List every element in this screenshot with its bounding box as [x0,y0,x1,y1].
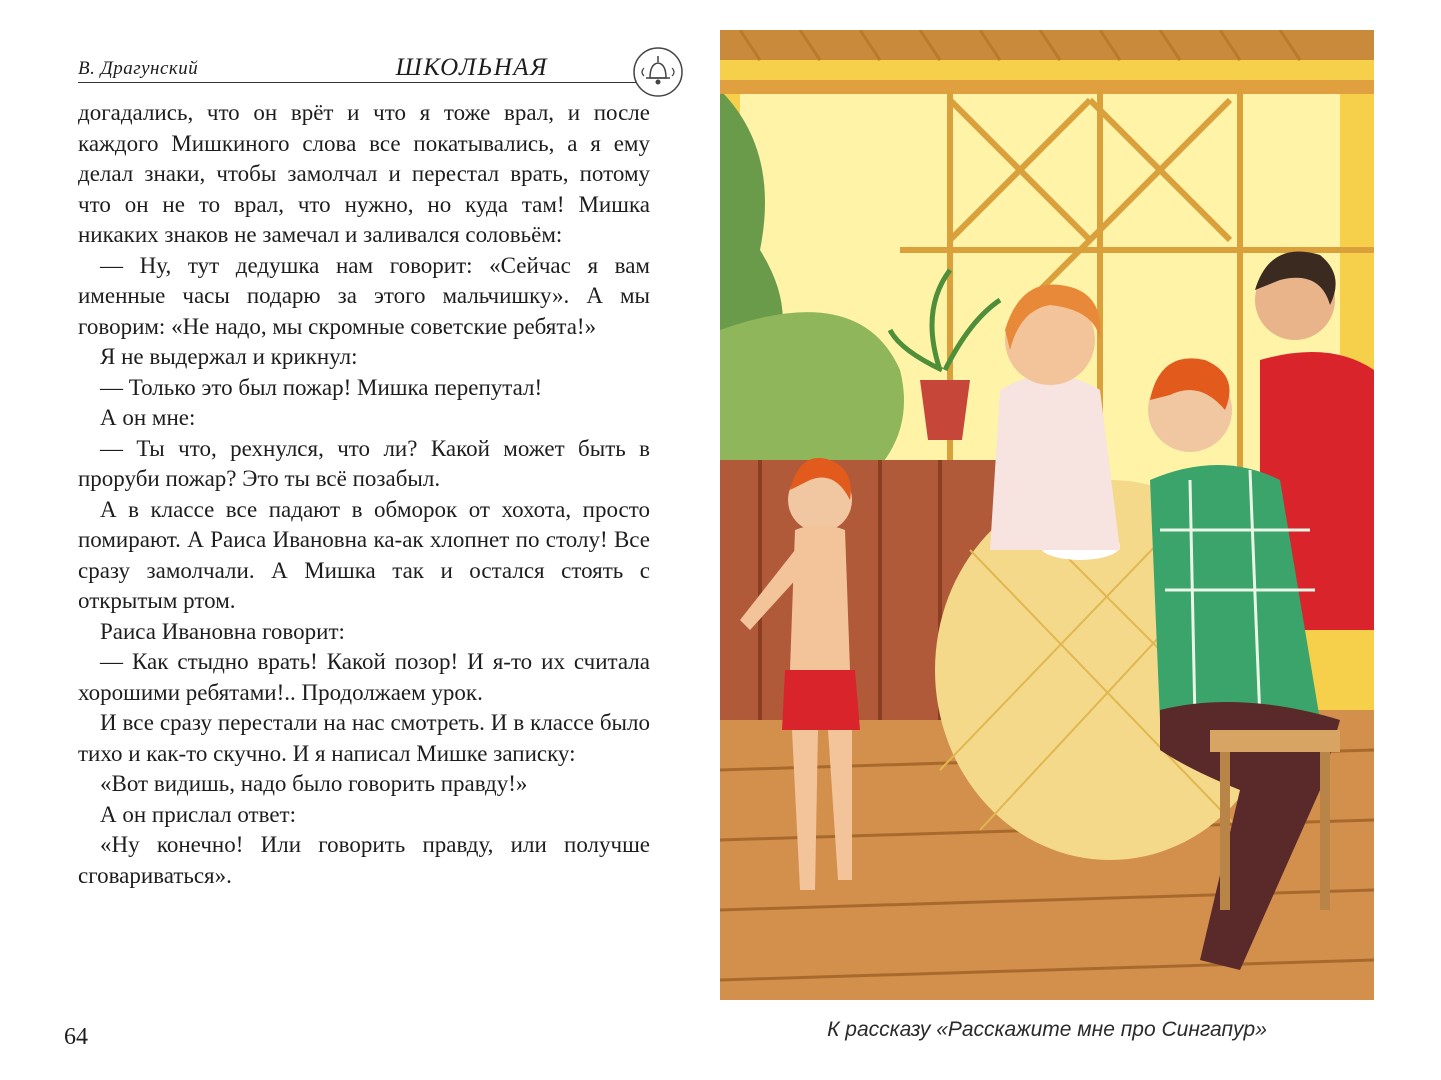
child-body [790,525,850,670]
paragraph: И все сразу перестали на нас смотреть. И в классе было тихо и как-то скучно. И я написал Мишке записку: [78,710,650,766]
paragraph: А он мне: [100,405,196,430]
paragraph: — Как стыдно врать! Какой позор! И я-то их считала хорошими ребятами!.. Продолжаем урок. [78,649,650,705]
header-rule [78,82,638,83]
story-illustration [720,30,1374,1000]
paragraph: А в классе все падают в обморок от хохота, просто помирают. А Раиса Ивановна ка-ак хлопнет по столу! Все сразу замолчали. А Мишка так и остался стоять с открытым ртом. [78,496,650,613]
paragraph: догадались, что он врёт и что я тоже врал, и после каждого Мишкиного слова все покатывались, а я ему делал знаки, чтобы замолчал и перестал врать, потому что он не то врал, что нужно, но куда там! Мишка никаких знаков не замечал и заливался соловьём: [78,100,650,247]
paragraph: — Ну, тут дедушка нам говорит: «Сейчас я вам именные часы подарю за этого мальчишку». А мы говорим: «Не надо, мы скромные советские ребята!» [78,252,650,339]
child-shorts [782,670,860,730]
window-top-beam [720,80,1374,94]
paragraph: Раиса Ивановна говорит: [100,618,345,644]
bell-emblem-icon [630,44,686,100]
illustration-caption: К рассказу «Расскажите мне про Сингапур» [827,1018,1267,1041]
running-head [78,52,608,88]
paragraph: «Ну конечно! Или говорить правду, или получше сговариваться». [78,832,650,888]
story-text [78,98,650,891]
left-page [0,0,690,1080]
page-number: 64 [64,1024,88,1050]
paragraph: — Ты что, рехнулся, что ли? Какой может быть в проруби пожар? Это ты всё позабыл. [78,435,650,491]
book-title: ШКОЛЬНАЯ [395,54,548,81]
paragraph: «Вот видишь, надо было говорить правду!» [100,771,528,796]
paragraph: Я не выдержал и крикнул: [100,344,358,369]
stool-seat [1210,730,1340,752]
paragraph: А он прислал ответ: [100,801,296,827]
paragraph: — Только это был пожар! Мишка перепутал! [100,374,543,400]
flower-pot [920,380,970,440]
author-name: В. Драгунский [78,58,199,79]
woman-dress [990,375,1120,550]
